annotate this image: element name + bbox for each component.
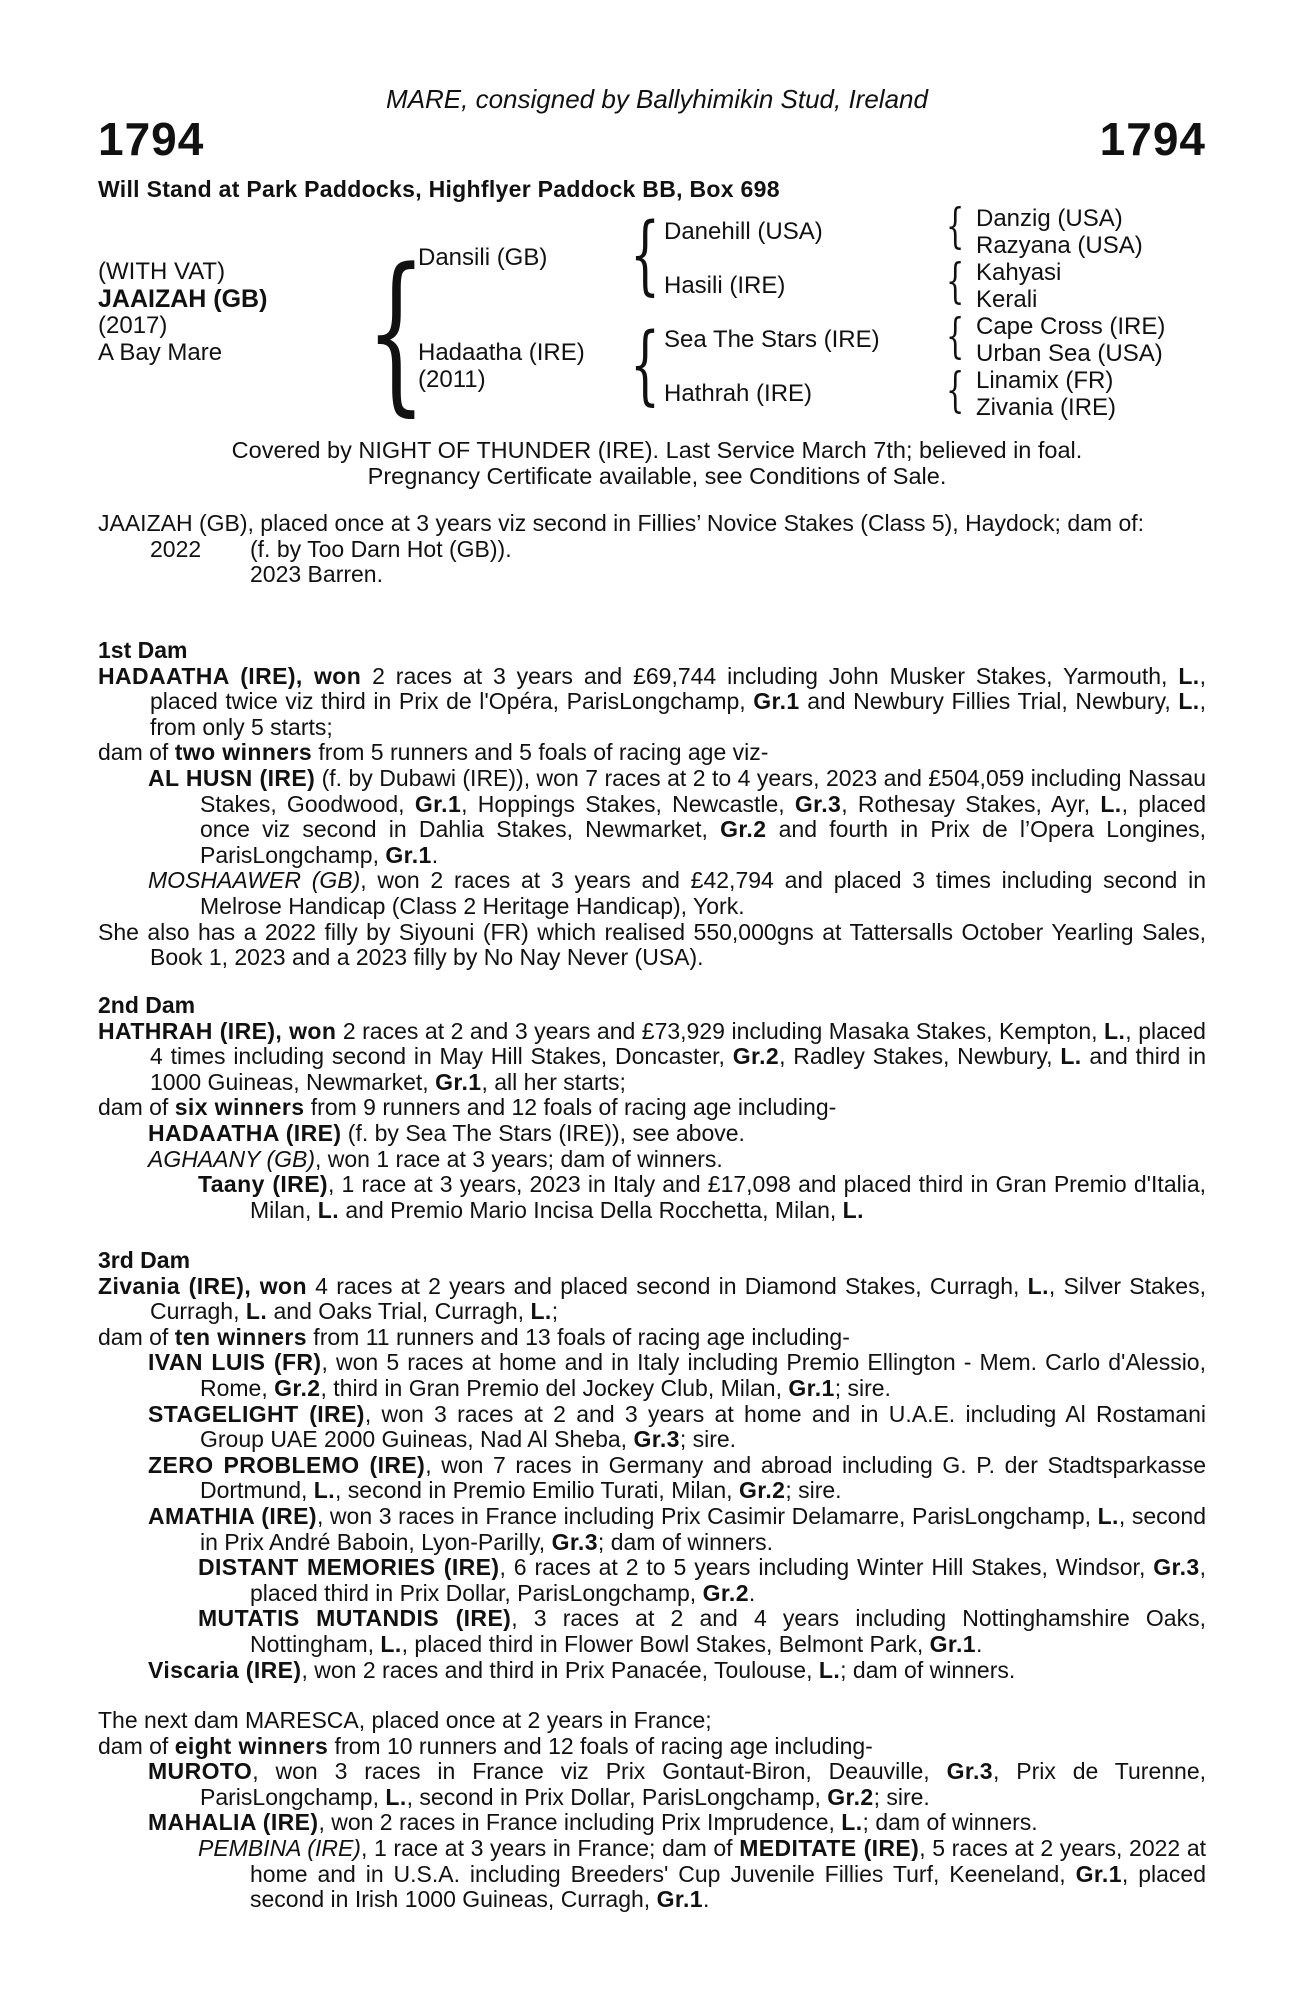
next-dam-section xyxy=(98,1708,1206,1913)
dam-name: Hadaatha (IRE) xyxy=(418,339,585,366)
additional-produce: She also has a 2022 filly by Siyouni (FR) which realised 550,000gns at Tattersalls October Yearling Sales, Book 1, 2023 and a 2023 filly by No Nay Never (USA). xyxy=(98,918,1206,971)
produce-text-2: 2023 Barren. xyxy=(250,561,383,588)
pedigree-brace-gp2: { xyxy=(946,253,965,309)
dam-of-line: dam of eight winners from 10 runners and 12 foals of racing age including- xyxy=(98,1732,873,1759)
grandparent-2: Hasili (IRE) xyxy=(664,272,786,299)
grand-offspring-record: Taany (IRE), 1 race at 3 years, 2023 in Italy and £17,098 and placed third in Gran Premio d'Italia, Milan, L. and Premio Mario Incisa Della Rocchetta, Milan, L. xyxy=(198,1171,1207,1223)
second-dam-section xyxy=(98,993,1206,1223)
pedigree-brace-gp4: { xyxy=(946,362,965,418)
dam-record: Zivania (IRE), won 4 races at 2 years and placed second in Diamond Stakes, Curragh, L., Silver Stakes, Curragh, L. and Oaks Trial, Curragh, L.; xyxy=(98,1272,1206,1325)
great-grandparent-2: Razyana (USA) xyxy=(976,232,1143,259)
great-grandparent-7: Linamix (FR) xyxy=(976,367,1114,394)
great-grandparent-5: Cape Cross (IRE) xyxy=(976,313,1166,340)
offspring-record: AMATHIA (IRE), won 3 races in France including Prix Casimir Delamarre, ParisLongchamp, L., second in Prix André Baboin, Lyon-Parilly, Gr.3; dam of winners. xyxy=(148,1502,1206,1555)
horse-summary xyxy=(98,511,1206,588)
section-heading: 1st Dam xyxy=(98,637,188,663)
section-heading: 3rd Dam xyxy=(98,1247,191,1273)
offspring-record: STAGELIGHT (IRE), won 3 races at 2 and 3 years at home and in U.A.E. including Al Rostamani Group UAE 2000 Guineas, Nad Al Sheba, Gr.3; sire. xyxy=(148,1400,1206,1453)
produce-text: (f. by Too Darn Hot (GB)). xyxy=(250,535,512,562)
offspring-record: AL HUSN (IRE) (f. by Dubawi (IRE)), won 7 races at 2 to 4 years, 2023 and £504,059 including Nassau Stakes, Goodwood, Gr.1, Hoppings Stakes, Newcastle, Gr.3, Rothesay Stakes, Ayr, L., placed once viz second in Dahlia Stakes, Newmarket, Gr.2 and fourth in Prix de l’Opera Longines, ParisLongchamp, Gr.1. xyxy=(148,764,1207,868)
covered-note xyxy=(0,437,1314,489)
dam-record: HADAATHA (IRE), won 2 races at 3 years and £69,744 including John Musker Stakes, Yarmouth, L., placed twice viz third in Prix de l'Opéra, ParisLongchamp, Gr.1 and Newbury Fillies Trial, Newbury, L., from only 5 starts; xyxy=(98,662,1206,740)
great-grandparent-1: Danzig (USA) xyxy=(976,205,1123,232)
dam-of-line: dam of ten winners from 11 runners and 13 foals of racing age including- xyxy=(98,1323,850,1350)
pedigree-brace-dam: { xyxy=(630,315,661,415)
summary-text: JAAIZAH (GB), placed once at 3 years viz second in Fillies’ Novice Stakes (Class 5), Haydock; dam of: xyxy=(98,510,1145,536)
horse-description: A Bay Mare xyxy=(98,339,223,366)
dam-record: HATHRAH (IRE), won 2 races at 2 and 3 years and £73,929 including Masaka Stakes, Kempton, L., placed 4 times including second in May Hill Stakes, Doncaster, Gr.2, Radley Stakes, Newbury, L. and third in 1000 Guineas, Newmarket, Gr.1, all her starts; xyxy=(98,1017,1206,1095)
great-grandparent-6: Urban Sea (USA) xyxy=(976,340,1163,367)
covered-line-1: Covered by NIGHT OF THUNDER (IRE). Last Service March 7th; believed in foal. xyxy=(231,437,1083,463)
pedigree-brace-main: { xyxy=(366,231,427,432)
offspring-record: MOSHAAWER (GB), won 2 races at 3 years and £42,794 and placed 3 times including second in Melrose Handicap (Class 2 Heritage Handicap), York. xyxy=(148,867,1206,919)
dam-year: (2011) xyxy=(418,366,486,393)
section-heading: 2nd Dam xyxy=(98,992,196,1018)
dam-of-line: dam of six winners from 9 runners and 12 foals of racing age including- xyxy=(98,1094,837,1121)
pedigree-brace-gp1: { xyxy=(946,198,965,254)
offspring-record: Viscaria (IRE), won 2 races and third in Prix Panacée, Toulouse, L.; dam of winners. xyxy=(148,1656,1016,1683)
first-dam-section xyxy=(98,638,1206,971)
consignment-line: MARE, consigned by Ballyhimikin Stud, Ireland xyxy=(386,84,928,114)
pedigree-brace-gp3: { xyxy=(946,308,965,364)
grandparent-3: Sea The Stars (IRE) xyxy=(664,326,880,353)
dam-of-line: dam of two winners from 5 runners and 5 foals of racing age viz- xyxy=(98,739,769,766)
offspring-record: MAHALIA (IRE), won 2 races in France including Prix Imprudence, L.; dam of winners. xyxy=(148,1809,1038,1836)
grandparent-4: Hathrah (IRE) xyxy=(664,380,813,407)
pedigree-brace-sire: { xyxy=(630,205,661,305)
horse-year: (2017) xyxy=(98,312,168,339)
horse-name: JAAIZAH (GB) xyxy=(98,285,268,313)
produce-record xyxy=(98,537,1206,588)
offspring-record: ZERO PROBLEMO (IRE), won 7 races in Germany and abroad including G. P. der Stadtsparkasse Dortmund, L., second in Premio Emilio Turati, Milan, Gr.2; sire. xyxy=(148,1451,1206,1504)
lot-number-right: 1794 xyxy=(1099,113,1206,165)
offspring-record: MUROTO, won 3 races in France viz Prix Gontaut-Biron, Deauville, Gr.3, Prix de Turenne, ParisLongchamp, L., second in Prix Dollar, ParisLongchamp, Gr.2; sire. xyxy=(148,1758,1206,1810)
great-grandparent-8: Zivania (IRE) xyxy=(976,394,1117,421)
next-dam-line: The next dam MARESCA, placed once at 2 years in France; xyxy=(98,1707,712,1733)
great-grandparent-3: Kahyasi xyxy=(976,259,1062,286)
produce-year: 2022 xyxy=(150,535,202,562)
sire-name: Dansili (GB) xyxy=(418,244,548,271)
offspring-record: HADAATHA (IRE) (f. by Sea The Stars (IRE)), see above. xyxy=(148,1119,745,1146)
covered-line-2: Pregnancy Certificate available, see Conditions of Sale. xyxy=(367,463,947,489)
offspring-record: IVAN LUIS (FR), won 5 races at home and in Italy including Premio Ellington - Mem. Carlo d'Alessio, Rome, Gr.2, third in Gran Premio del Jockey Club, Milan, Gr.1; sire. xyxy=(148,1349,1206,1401)
third-dam-section xyxy=(98,1248,1206,1683)
vat-note: (WITH VAT) xyxy=(98,258,226,285)
grand-offspring-record: DISTANT MEMORIES (IRE), 6 races at 2 to 5 years including Winter Hill Stakes, Windsor, Gr.3, placed third in Prix Dollar, ParisLongchamp, Gr.2. xyxy=(198,1554,1206,1606)
great-grandparent-4: Kerali xyxy=(976,286,1038,313)
offspring-record: AGHAANY (GB), won 1 race at 3 years; dam of winners. xyxy=(148,1145,723,1172)
grand-offspring-record: MUTATIS MUTANDIS (IRE), 3 races at 2 and 4 years including Nottinghamshire Oaks, Nottingham, L., placed third in Flower Bowl Stakes, Belmont Park, Gr.1. xyxy=(198,1605,1206,1657)
lot-number-left: 1794 xyxy=(98,113,205,165)
grand-offspring-record: PEMBINA (IRE), 1 race at 3 years in France; dam of MEDITATE (IRE), 5 races at 2 years, 2022 at home and in U.S.A. including Breeders' Cup Juvenile Fillies Turf, Keeneland, Gr.1, placed second in Irish 1000 Guineas, Curragh, Gr.1. xyxy=(198,1834,1207,1913)
grandparent-1: Danehill (USA) xyxy=(664,218,823,245)
stand-location: Will Stand at Park Paddocks, Highflyer Paddock BB, Box 698 xyxy=(98,176,780,202)
